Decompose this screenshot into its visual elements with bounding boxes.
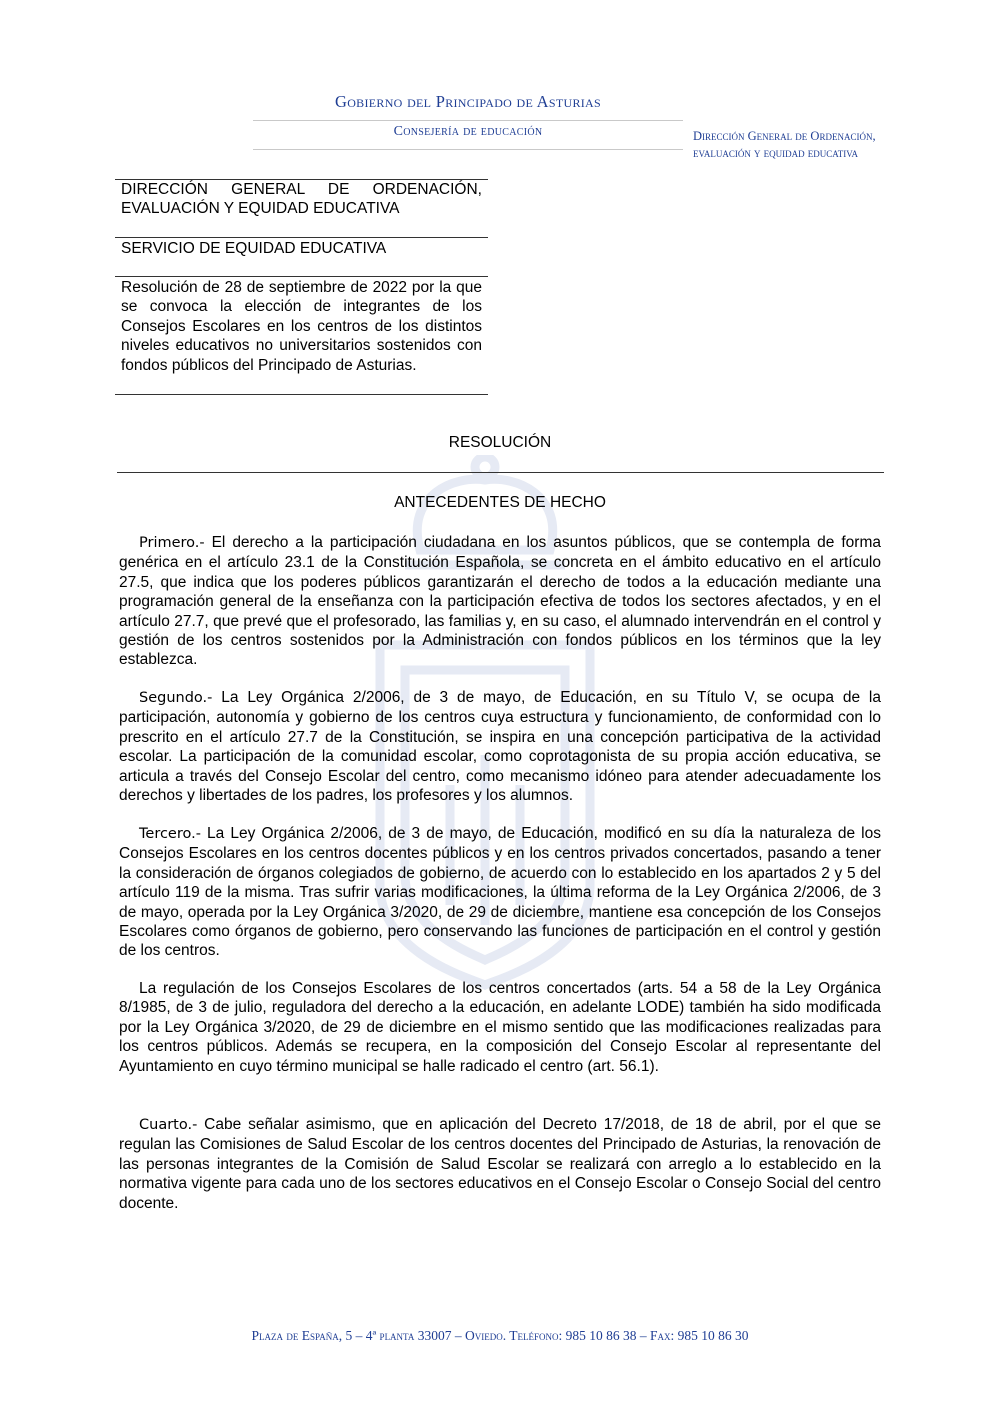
sidebox-service: SERVICIO DE EQUIDAD EDUCATIVA [121, 240, 387, 257]
paragraph-text: La Ley Orgánica 2/2006, de 3 de mayo, de Educación, modificó en su día la naturaleza de los Consejos Escolares en los centros docentes públicos y en los centros privados concertados, pasando a tener la consideración de órganos colegiados de gobierno, de acuerdo con lo establecido en los apartados 2 y 5 del artículo 119 de la misma. Tras sufrir varias modificaciones, la última reforma de la Ley Orgánica 2/2006, de 3 de mayo, operada por la Ley Orgánica 3/2020, de 29 de diciembre, mantiene esa concepción de los Consejos Escolares como órganos de gobierno, pero conservando las funciones de participación en el control y gestión de los centros. [119, 825, 881, 960]
footer-address: Plaza de España, 5 – 4ª planta 33007 – Oviedo. Teléfono: 985 10 86 38 – Fax: 985 10 86 30 [251, 1328, 749, 1343]
paragraph-lead: Primero.- [139, 535, 205, 551]
sidebox-rule-2 [115, 237, 488, 238]
paragraph-text: La Ley Orgánica 2/2006, de 3 de mayo, de Educación, en su Título V, se ocupa de la participación, autonomía y gobierno de los centros cuya estructura y funcionamiento, de conformidad con lo prescrito en el artículo 27.7 de la Constitución, se inspira en una concepción participativa de la actividad escolar. La participación de la comunidad escolar, como coprotagonista de su propia acción educativa, se articula a través del Consejo Escolar del centro, como mecanismo idóneo para atender adecuadamente los derechos y libertades de los padres, los profesores y los alumnos. [119, 689, 881, 805]
document-title: RESOLUCIÓN [448, 434, 552, 451]
letterhead-government: Gobierno del Principado de Asturias [335, 92, 601, 111]
paragraph-primero [119, 533, 881, 670]
title-rule [117, 472, 884, 473]
sidebox-rule-3 [115, 276, 488, 277]
letterhead-rule-top [253, 120, 683, 121]
sidebox-unit: DIRECCIÓN GENERAL DE ORDENACIÓN, EVALUACIÓN Y EQUIDAD EDUCATIVA [121, 181, 482, 218]
letterhead-directorate [693, 128, 953, 162]
section-title: ANTECEDENTES DE HECHO [394, 494, 606, 511]
paragraph-text: Cabe señalar asimismo, que en aplicación del Decreto 17/2018, de 18 de abril, por el que se regulan las Comisiones de Salud Escolar de los centros docentes del Principado de Asturias, la renovación de las personas integrantes de la Comisión de Salud Escolar se realizará con arreglo a lo establecido en la normativa vigente para cada uno de los sectores educativos en el Consejo Escolar o Consejo Social del centro docente. [119, 1116, 881, 1212]
letterhead-rule-bottom [253, 149, 683, 150]
paragraph-text: El derecho a la participación ciudadana en los asuntos públicos, que se contempla de forma genérica en el artículo 23.1 de la Constitución Española, se concreta en el ámbito educativo en el artículo 27.5, que indica que los poderes públicos garantizarán el derecho de todos a la educación mediante una programación general de la enseñanza con la participación efectiva de todos los sectores afectados, y en el artículo 27.7, que prevé que el profesorado, las familias y, en su caso, el alumnado intervendrán en el control y gestión de los centros sostenidos por la Administración con fondos públicos en los términos que la ley establezca. [119, 534, 881, 669]
paragraph-text: La regulación de los Consejos Escolares de los centros concertados (arts. 54 a 58 de la Ley Orgánica 8/1985, de 3 de julio, reguladora del derecho a la educación, en adelante LODE) también ha sido modificada por la Ley Orgánica 3/2020, de 29 de diciembre en el mismo sentido que las modificaciones realizadas para los centros públicos. Además se recupera, en la composición del Consejo Escolar al representante del Ayuntamiento en cuyo término municipal se halle radicado el centro (art. 56.1). [119, 980, 881, 1075]
letterhead-directorate-line2: evaluación y equidad educativa [693, 146, 859, 160]
sidebox-subject: Resolución de 28 de septiembre de 2022 por la que se convoca la elección de integrantes de los Consejos Escolares en los centros de los distintos niveles educativos no universitarios sostenidos con fondos públicos del Principado de Asturias. [121, 279, 482, 374]
letterhead-directorate-line1: Dirección General de Ordenación, [693, 129, 876, 143]
paragraph-lead: Segundo.- [139, 690, 213, 706]
paragraph-tercero [119, 824, 881, 961]
paragraph-lead: Cuarto.- [139, 1117, 198, 1133]
sidebox-rule-4 [115, 394, 488, 395]
letterhead-department: Consejería de educación [393, 124, 543, 139]
paragraph-segundo [119, 688, 881, 805]
paragraph-lead: Tercero.- [139, 826, 201, 842]
paragraph-cuarto [119, 1115, 881, 1213]
paragraph-regulacion [119, 979, 881, 1076]
